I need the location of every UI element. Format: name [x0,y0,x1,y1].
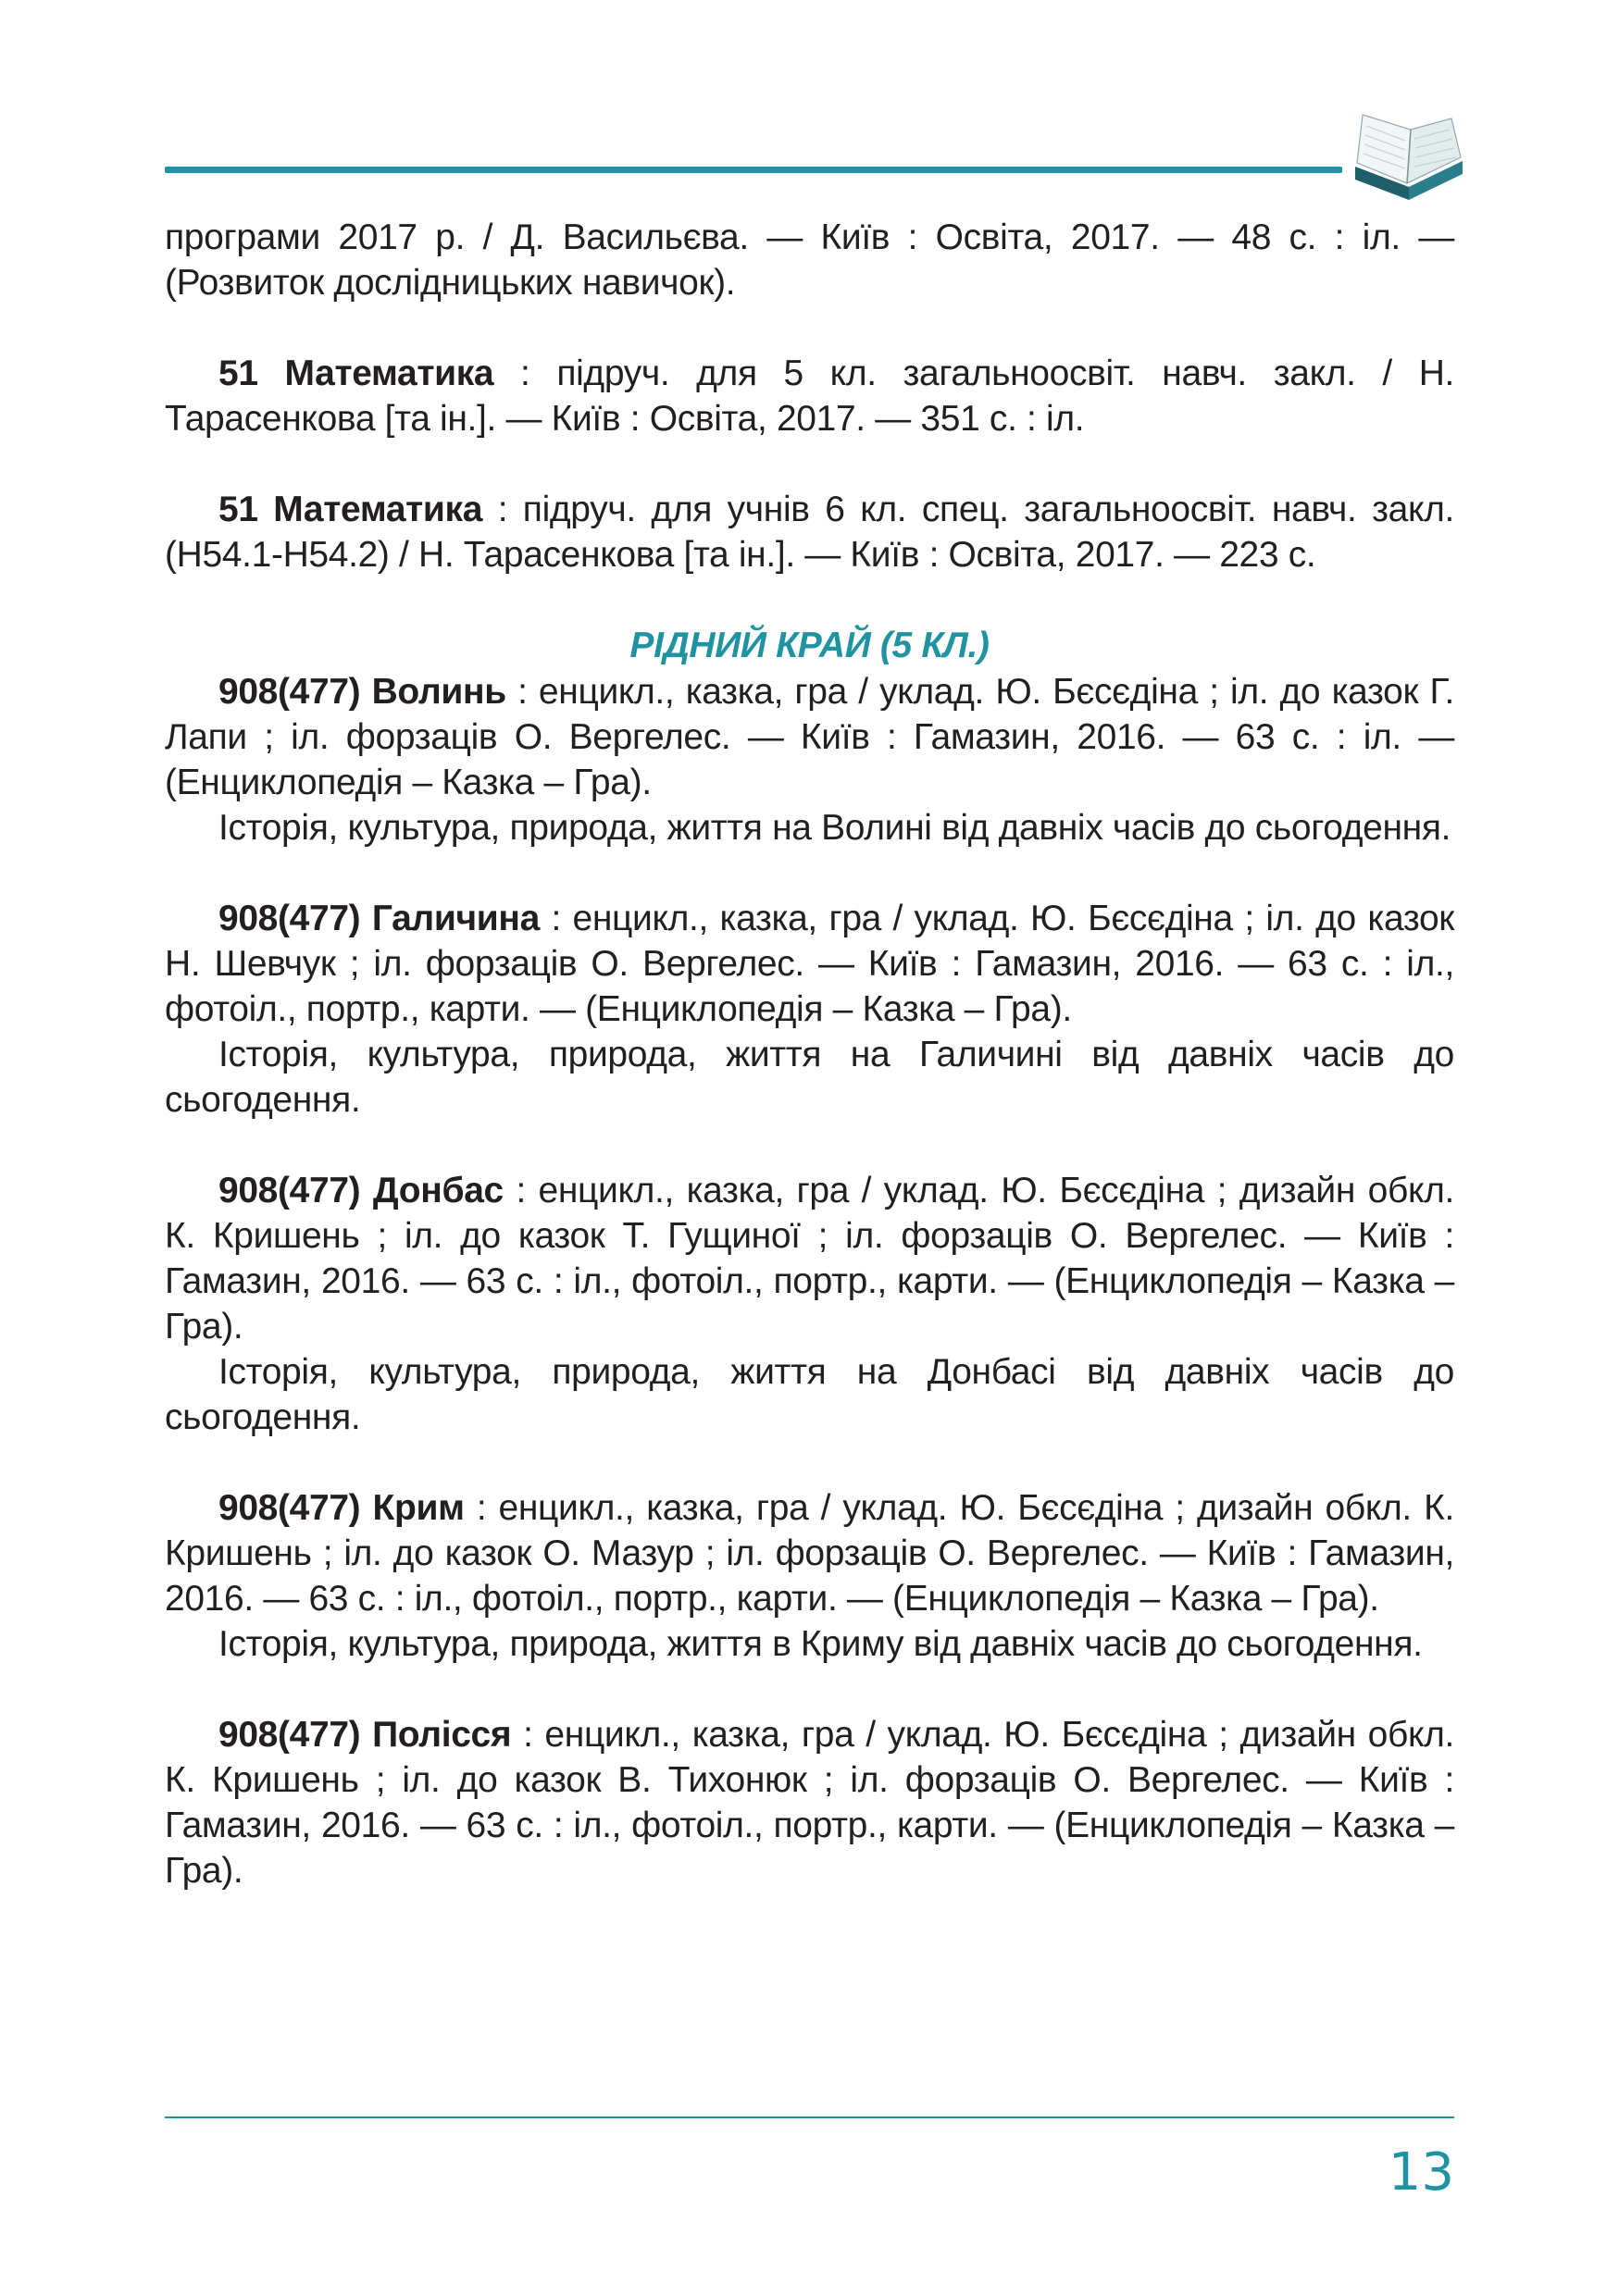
entry-krym [165,1485,1454,1621]
entry-volyn [165,669,1454,805]
entry-description: : підруч. для 5 кл. загальноосвіт. навч. закл. / Н. Тарасенкова [та ін.]. — Київ : Освіта, 2017. — 351 с. : іл. [165,354,1455,439]
entry-annotation: Історія, культура, природа, життя на Волині від давніх часів до сьогодення. [218,808,1451,848]
entry-title: 51 Математика [218,490,483,529]
header-rule [165,167,1342,173]
entry-title: 908(477) Крим [218,1488,465,1528]
continuation-text: програми 2017 р. / Д. Васильєва. — Київ : Освіта, 2017. — 48 с. : іл. — (Розвиток дослідницьких навичок). [165,217,1454,303]
entry-description: : енцикл., казка, гра / уклад. Ю. Бєсєдіна ; дизайн обкл. К. Кришень ; іл. до казок В. Тихонюк ; іл. форзаців О. Вергелес. — Київ : Гамазин, 2016. — 63 с. : іл., фотоіл., портр., карти. — (Енциклопедія – Казка – Гра). [165,1715,1454,1891]
section-heading: РІДНИЙ КРАЙ (5 КЛ.) [629,626,990,665]
page-number: 13 [1388,2142,1454,2203]
entry-annotation: Історія, культура, природа, життя на Донбасі від давніх часів до сьогодення. [165,1352,1454,1437]
entry-title: 908(477) Волинь [218,672,506,712]
entry-description: : енцикл., казка, гра / уклад. Ю. Бєсєдіна ; іл. до казок Н. Шевчук ; іл. форзаців О. Вергелес. — Київ : Гамазин, 2016. — 63 с. : іл., фотоіл., портр., карти. — (Енциклопедія – Казка – Гра). [165,899,1454,1029]
bibliography-content [165,215,1454,1893]
entry-title: 908(477) Полісся [218,1715,512,1755]
entry-description: : енцикл., казка, гра / уклад. Ю. Бєсєдіна ; дизайн обкл. К. Кришень ; іл. до казок Т. Гущиної ; іл. форзаців О. Вергелес. — Київ : Гамазин, 2016. — 63 с. : іл., фотоіл., портр., карти. — (Енциклопедія – Казка – Гра). [165,1171,1454,1347]
entry-annotation: Історія, культура, природа, життя в Криму від давніх часів до сьогодення. [218,1624,1423,1664]
footer-rule [165,2116,1454,2118]
entry-matematyka-6 [165,487,1454,577]
entry-halychyna [165,896,1454,1032]
entry-polissia [165,1712,1454,1893]
entry-description: : підруч. для учнів 6 кл. спец. загальноосвіт. навч. закл. (Н54.1-Н54.2) / Н. Тарасенкова [та ін.]. — Київ : Освіта, 2017. — 223 с. [165,490,1455,575]
open-book-icon [1348,109,1468,202]
entry-description: : енцикл., казка, гра / уклад. Ю. Бєсєдіна ; дизайн обкл. К. Кришень ; іл. до казок О. Мазур ; іл. форзаців О. Вергелес. — Київ : Гамазин, 2016. — 63 с. : іл., фотоіл., портр., карти. — (Енциклопедія – Казка – Гра). [165,1488,1454,1619]
entry-description: : енцикл., казка, гра / уклад. Ю. Бєсєдіна ; іл. до казок Г. Лапи ; іл. форзаців О. Вергелес. — Київ : Гамазин, 2016. — 63 с. : іл. — (Енциклопедія – Казка – Гра). [165,672,1454,802]
entry-title: 908(477) Галичина [218,899,540,938]
entry-matematyka-5 [165,351,1454,441]
entry-title: 908(477) Донбас [218,1171,504,1210]
entry-annotation: Історія, культура, природа, життя на Галичині від давніх часів до сьогодення. [165,1035,1454,1120]
entry-donbas [165,1168,1454,1349]
entry-title: 51 Математика [218,354,494,393]
